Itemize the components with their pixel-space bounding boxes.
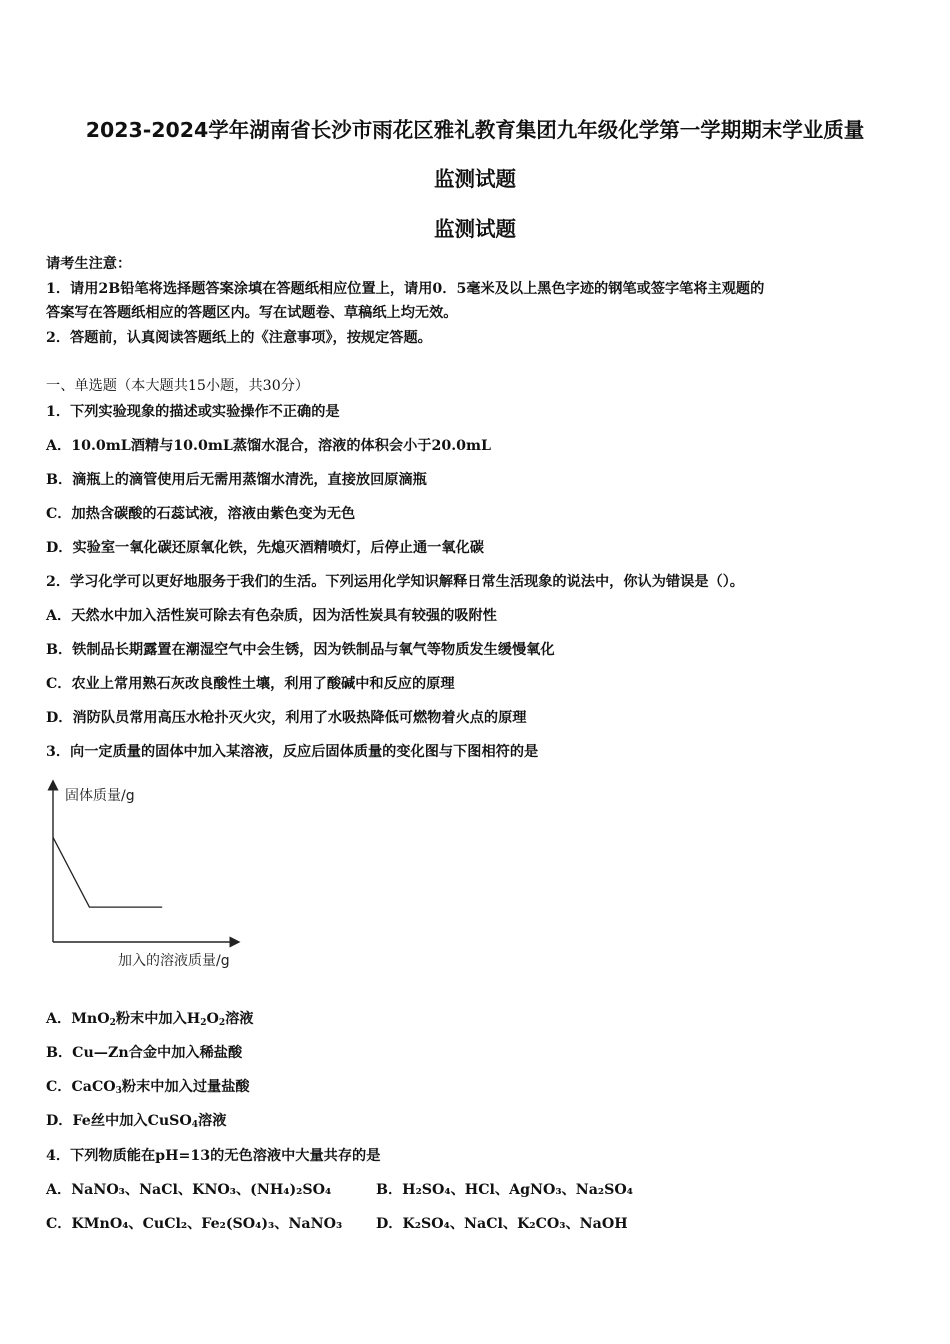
q1-option-b: B．滴瓶上的滴管使用后无需用蒸馏水清洗，直接放回原滴瓶 xyxy=(46,472,427,488)
q1-option-d: D．实验室一氧化碳还原氧化铁，先熄灭酒精喷灯，后停止通一氧化碳 xyxy=(46,540,484,556)
q3-option-d: D．Fe丝中加入CuSO$_4$溶液 xyxy=(46,1113,227,1130)
q4-option-b: B．H₂SO₄、HCl、AgNO₃、Na₂SO₄ xyxy=(376,1182,633,1198)
q1-option-a: A．10.0mL酒精与10.0mL蒸馏水混合，溶液的体积会小于20.0mL xyxy=(46,438,492,454)
notice-item-2: 2．答题前，认真阅读答题纸上的《注意事项》，按规定答题。 xyxy=(46,330,432,346)
exam-title-line2: 监测试题 xyxy=(434,167,516,191)
q3-option-b: B．Cu—Zn合金中加入稀盐酸 xyxy=(46,1045,243,1061)
notice-item-1-cont: 答案写在答题纸相应的答题区内。写在试题卷、草稿纸上均无效。 xyxy=(46,305,458,321)
q3-chart xyxy=(40,775,270,975)
y-axis-label: 固体质量/g xyxy=(65,788,135,804)
q2-option-d: D．消防队员常用高压水枪扑灭火灾，利用了水吸热降低可燃物着火点的原理 xyxy=(46,710,527,726)
q4-stem: 4．下列物质能在pH=13的无色溶液中大量共存的是 xyxy=(46,1148,381,1164)
q3-stem: 3．向一定质量的固体中加入某溶液，反应后固体质量的变化图与下图相符的是 xyxy=(46,744,539,760)
q2-option-a: A．天然水中加入活性炭可除去有色杂质，因为活性炭具有较强的吸附性 xyxy=(46,608,497,624)
x-axis-label: 加入的溶液质量/g xyxy=(118,953,230,969)
exam-subtitle: 监测试题 xyxy=(434,217,516,241)
q2-option-c: C．农业上常用熟石灰改良酸性土壤，利用了酸碱中和反应的原理 xyxy=(46,676,455,692)
q1-option-c: C．加热含碳酸的石蕊试液，溶液由紫色变为无色 xyxy=(46,506,356,522)
q4-option-a: A．NaNO₃、NaCl、KNO₃、(NH₄)₂SO₄ xyxy=(46,1182,332,1198)
exam-title-line1: 2023-2024学年湖南省长沙市雨花区雅礼教育集团九年级化学第一学期期末学业质量 xyxy=(85,118,865,142)
q4-option-d: D．K₂SO₄、NaCl、K₂CO₃、NaOH xyxy=(376,1216,628,1232)
q2-option-b: B．铁制品长期露置在潮湿空气中会生锈，因为铁制品与氧气等物质发生缓慢氧化 xyxy=(46,642,555,658)
series-line xyxy=(53,837,162,907)
q1-stem: 1．下列实验现象的描述或实验操作不正确的是 xyxy=(46,404,340,420)
q2-stem: 2．学习化学可以更好地服务于我们的生活。下列运用化学知识解释日常生活现象的说法中，你认为错误是（）。 xyxy=(46,574,744,590)
notice-item-1: 1．请用2B铅笔将选择题答案涂填在答题纸相应位置上，请用0．5毫米及以上黑色字迹的钢笔或签字笔将主观题的 xyxy=(46,281,765,297)
q3-option-a: A．MnO$_2$粉末中加入$H_2O_2$溶液 xyxy=(46,1011,254,1028)
q3-option-c: C．CaCO$_3$粉末中加入过量盐酸 xyxy=(46,1079,250,1096)
notice-heading: 请考生注意： xyxy=(46,256,132,272)
section-heading: 一、单选题（本大题共15小题，共30分） xyxy=(46,378,310,394)
q4-option-c: C．KMnO₄、CuCl₂、Fe₂(SO₄)₃、NaNO₃ xyxy=(46,1216,343,1232)
